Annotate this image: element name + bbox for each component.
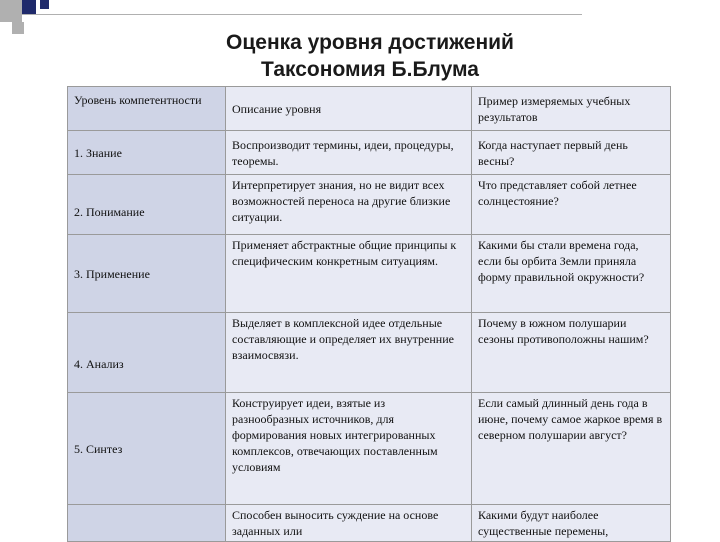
page-title-line-1: Оценка уровня достижений	[226, 31, 514, 54]
row-example: Когда наступает первый день весны?	[472, 131, 671, 175]
table-row	[68, 505, 671, 542]
row-description: Способен выносить суждение на основе заданных или	[226, 505, 472, 542]
row-level: 3. Применение	[68, 235, 226, 313]
row-level: 4. Анализ	[68, 313, 226, 393]
decor-square-navy-1	[22, 0, 36, 14]
header-level: Уровень компетентности	[68, 87, 226, 131]
row-example: Какими бы стали времена года, если бы орбита Земли приняла форму правильной окружности?	[472, 235, 671, 313]
row-example: Что представляет собой летнее солнцестояние?	[472, 175, 671, 235]
page-title-line-2: Таксономия Б.Блума	[261, 58, 479, 81]
table-row	[68, 313, 671, 393]
row-example: Если самый длинный день года в июне, почему самое жаркое время в северном полушарии август?	[472, 393, 671, 505]
decor-square-navy-2	[40, 0, 49, 9]
header-description: Описание уровня	[226, 87, 472, 131]
table-row	[68, 235, 671, 313]
decor-line-horizontal	[22, 14, 582, 15]
row-description: Воспроизводит термины, идеи, процедуры, теоремы.	[226, 131, 472, 175]
taxonomy-table	[67, 86, 671, 542]
row-description: Конструирует идеи, взятые из разнообразных источников, для формирования новых интегрированных комплексов, отвечающих поставленным условиям	[226, 393, 472, 505]
table-row	[68, 175, 671, 235]
row-description: Выделяет в комплексной идее отдельные составляющие и определяет их внутренние взаимосвязи.	[226, 313, 472, 393]
row-description: Интерпретирует знания, но не видит всех возможностей переноса на другие близкие ситуации.	[226, 175, 472, 235]
table-row	[68, 131, 671, 175]
decor-square-gray-2	[12, 22, 24, 34]
decor-square-gray-1	[0, 0, 22, 22]
row-example: Почему в южном полушарии сезоны противоположны нашим?	[472, 313, 671, 393]
header-example: Пример измеряемых учебных результатов	[472, 87, 671, 131]
table-row	[68, 393, 671, 505]
decor-line-vertical	[0, 22, 2, 540]
row-level: 5. Синтез	[68, 393, 226, 505]
row-level	[68, 505, 226, 542]
table-header-row	[68, 87, 671, 131]
row-description: Применяет абстрактные общие принципы к специфическим конкретным ситуациям.	[226, 235, 472, 313]
row-level: 1. Знание	[68, 131, 226, 175]
row-level: 2. Понимание	[68, 175, 226, 235]
row-example: Какими будут наиболее существенные перемены,	[472, 505, 671, 542]
